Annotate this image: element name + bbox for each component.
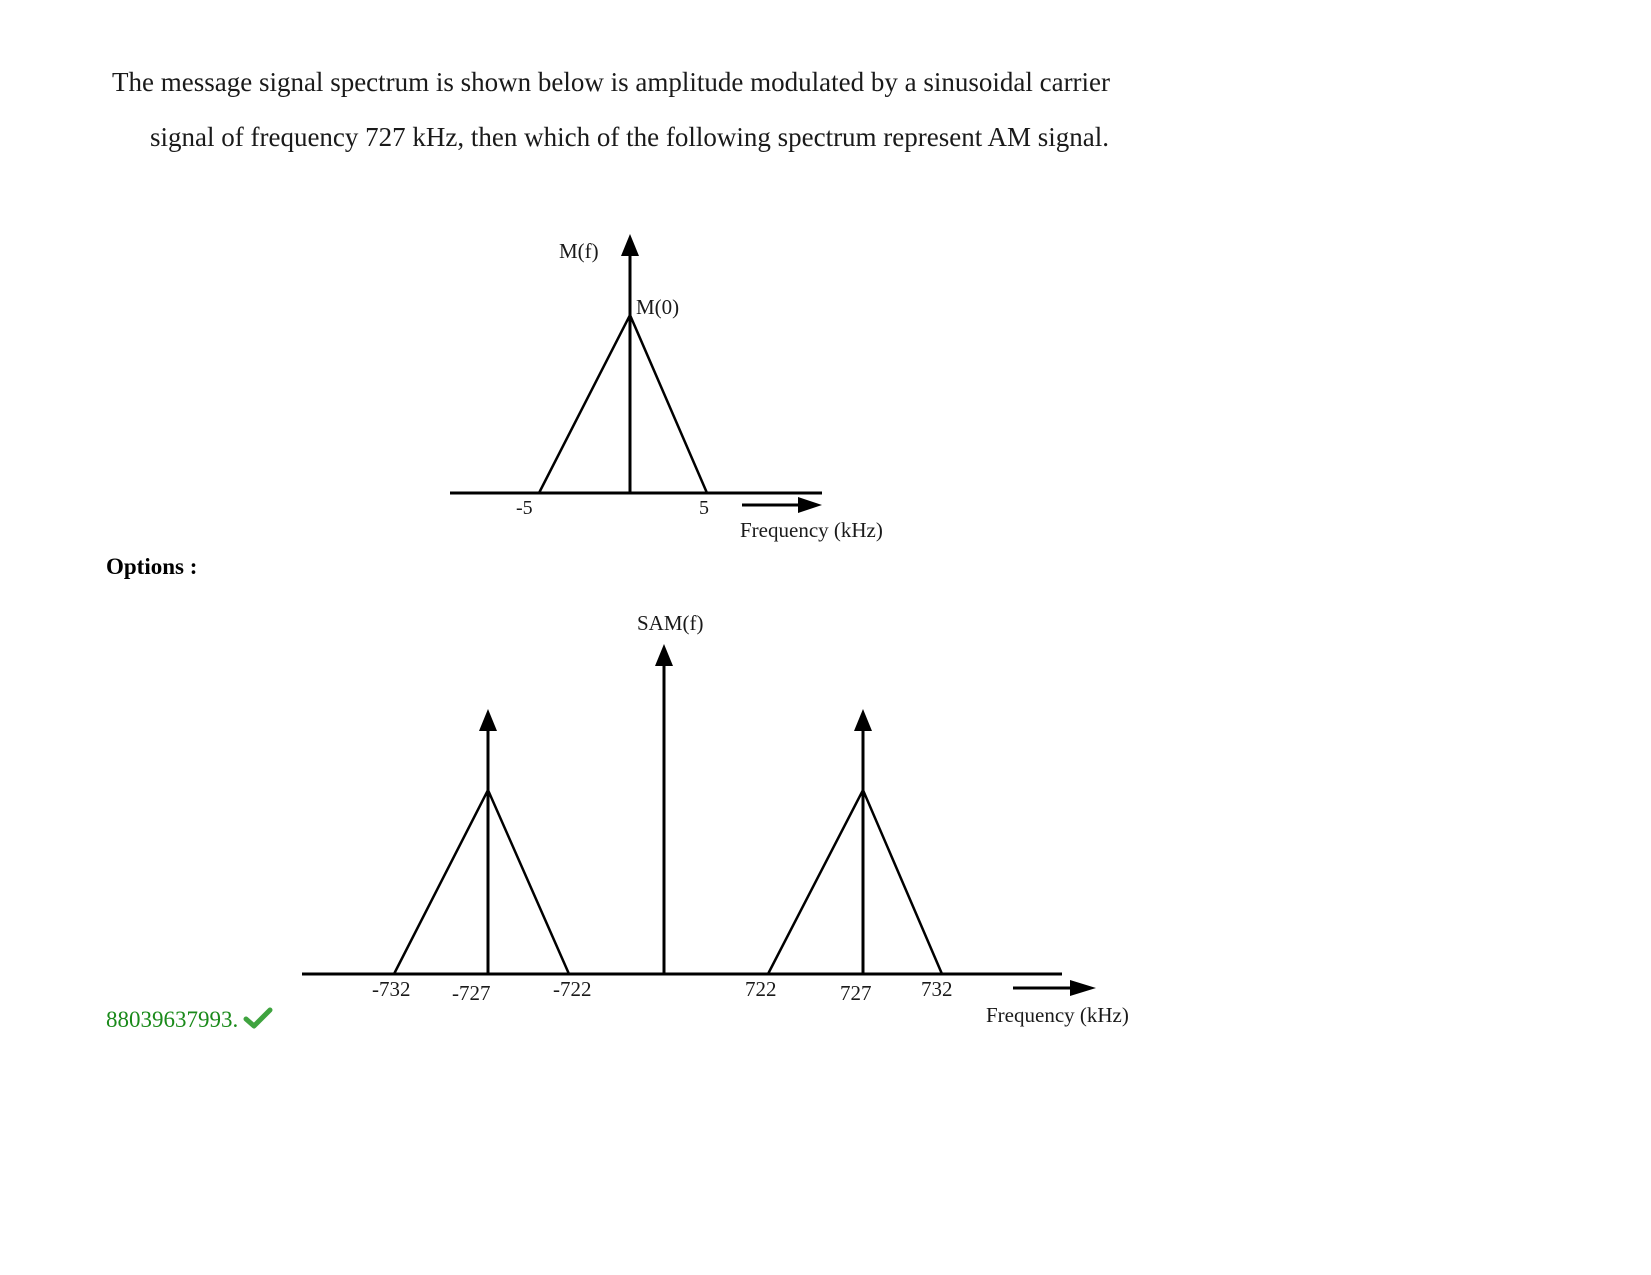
- message-peak-label: M(0): [636, 295, 680, 319]
- message-tick-neg: -5: [516, 497, 533, 519]
- upper-sideband-triangle: [768, 790, 942, 974]
- carrier-impulse-negative-arrowhead: [479, 709, 497, 731]
- question-line-2: signal of frequency 727 kHz, then which of the following spectrum represent AM signal.: [150, 122, 1110, 152]
- am-tick-label: -722: [553, 977, 592, 1001]
- message-tick-pos: 5: [699, 497, 709, 519]
- option-id: 88039637993.: [106, 1007, 239, 1032]
- am-x-axis-label: Frequency (kHz): [986, 1003, 1129, 1027]
- message-y-axis-label: M(f): [559, 239, 599, 263]
- am-tick-label: -732: [372, 977, 411, 1001]
- option-row[interactable]: [106, 1006, 272, 1034]
- am-tick-label: 727: [840, 981, 872, 1005]
- am-tick-label: 732: [921, 977, 953, 1001]
- options-label: Options :: [106, 554, 198, 579]
- am-tick-label: 722: [745, 977, 777, 1001]
- question-line-1: The message signal spectrum is shown below is amplitude modulated by a sinusoidal carrier: [112, 67, 1111, 97]
- am-y-axis-label: SAM(f): [637, 611, 704, 635]
- lower-sideband-triangle: [394, 790, 569, 974]
- am-tick-label: -727: [452, 981, 491, 1005]
- message-x-axis-label: Frequency (kHz): [740, 518, 883, 542]
- am-frequency-arrowhead: [1070, 980, 1096, 996]
- check-icon: [244, 1007, 272, 1034]
- carrier-impulse-positive-arrowhead: [854, 709, 872, 731]
- am-y-arrowhead: [655, 644, 673, 666]
